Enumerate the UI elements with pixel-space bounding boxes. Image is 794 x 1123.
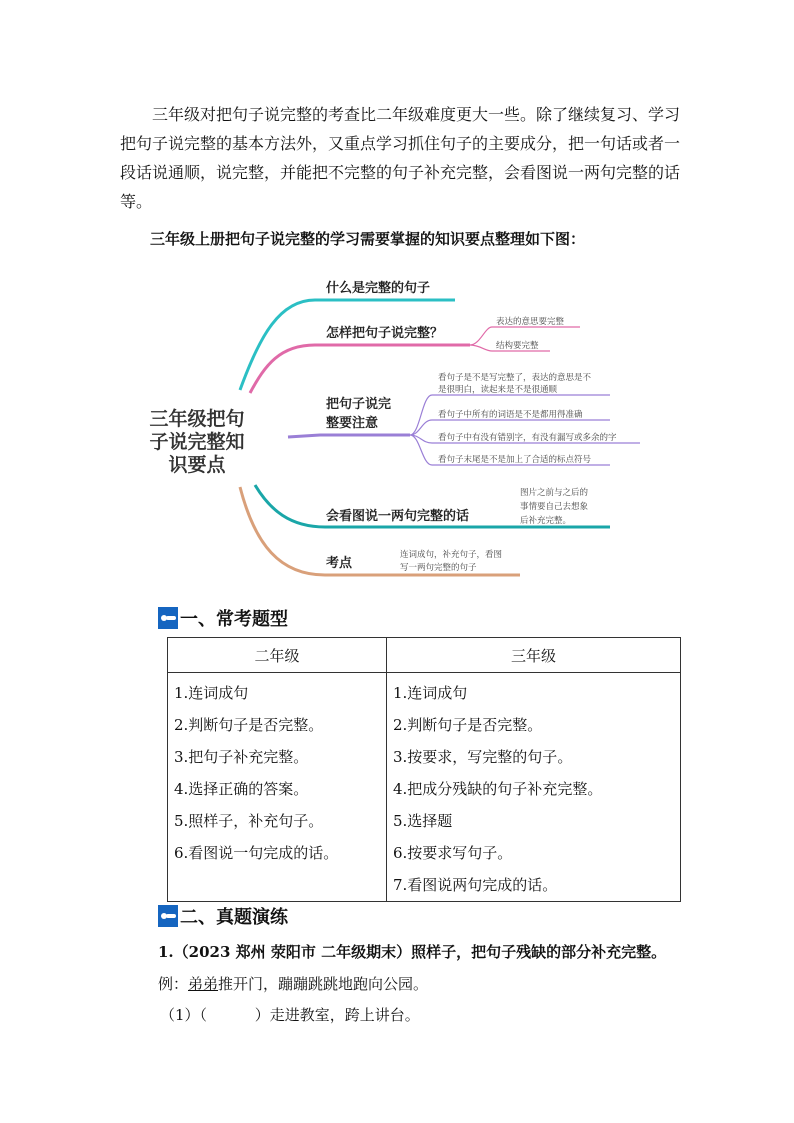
- mindmap-branch-5-line: [240, 487, 520, 575]
- list-item: 6.看图说一句完成的话。: [174, 844, 339, 862]
- mindmap-branch-2: 怎样把句子说完整？: [326, 326, 444, 341]
- section-1-heading: [158, 605, 288, 631]
- list-item: 4.选择正确的答案。: [174, 780, 309, 798]
- mindmap-branch-3-sub-1-line-1: 看句子是不是写完整了，表达的意思是不: [438, 373, 592, 383]
- mindmap-center-line-2: 子说完整知: [149, 431, 245, 453]
- section-2-heading: [158, 903, 288, 929]
- mindmap-branch-3-line: [288, 435, 410, 437]
- mindmap-center-line-3: 识要点: [168, 454, 226, 476]
- list-item: 2.判断句子是否完整。: [174, 716, 324, 734]
- mindmap-branch-3-sub-4: 看句子末尾是不是加上了合适的标点符号: [438, 455, 592, 465]
- mindmap-branch-5-note-line-1: 连词成句，补充句子，看图: [400, 550, 503, 560]
- table-header-grade2: 二年级: [168, 638, 387, 673]
- list-item: 3.把句子补充完整。: [174, 748, 309, 766]
- section-marker-icon: [158, 607, 178, 629]
- section-marker-icon: [158, 905, 178, 927]
- section-1-title: 一、常考题型: [180, 609, 288, 630]
- table-cell-grade3: [387, 673, 681, 902]
- example-subject: 弟弟: [188, 975, 219, 993]
- list-item: 3.按要求，写完整的句子。: [393, 748, 573, 766]
- question-1-item-1[interactable]: （1）（ ）走进教室，跨上讲台。: [160, 1006, 420, 1024]
- intro-line-4: 等。: [120, 192, 153, 211]
- intro-line-1: 三年级对把句子说完整的考查比二年级难度更大一些。除了继续复习、学习: [152, 105, 681, 124]
- example-prefix: 例：: [158, 975, 189, 993]
- mindmap-branch-3-line-2: 整要注意: [326, 416, 379, 431]
- mindmap-branch-2-line: [250, 345, 470, 393]
- list-item: 2.判断句子是否完整。: [393, 716, 543, 734]
- list-item: 7.看图说两句完成的话。: [393, 876, 558, 894]
- table-cell-grade2: [168, 673, 387, 902]
- list-item: 1.连词成句: [393, 684, 468, 702]
- mindmap-branch-2-sub-2: 结构要完整: [496, 341, 539, 351]
- section-2-title: 二、真题演练: [180, 907, 288, 928]
- intro-line-3: 段话说通顺，说完整，并能把不完整的句子补充完整，会看图说一两句完整的话: [120, 163, 681, 182]
- question-type-table: [167, 637, 681, 902]
- mindmap: [140, 265, 680, 585]
- list-item: 5.选择题: [393, 812, 453, 830]
- mindmap-branch-4-note-line-2: 事情要自己去想象: [520, 502, 589, 512]
- mindmap-branch-4-note-line-3: 后补充完整。: [520, 516, 572, 526]
- mindmap-branch-5-note-line-2: 写一两句完整的句子: [400, 563, 477, 573]
- intro-line-2: 把句子说完整的基本方法外，又重点学习抓住句子的主要成分，把一句话或者一: [120, 134, 681, 153]
- mindmap-branch-1: 什么是完整的句子: [326, 281, 431, 296]
- mindmap-branch-3-line-1: 把句子说完: [326, 397, 392, 412]
- example-rest: 推开门，蹦蹦跳跳地跑向公园。: [218, 975, 429, 993]
- list-item: 1.连词成句: [174, 684, 249, 702]
- mindmap-branch-2-sub-1: 表达的意思要完整: [496, 317, 565, 327]
- mindmap-branch-5: 考点: [326, 556, 353, 571]
- mindmap-branch-4-note-line-1: 图片之前与之后的: [520, 488, 589, 498]
- mindmap-branch-3-sub-3: 看句子中有没有错别字，有没有漏写或多余的字: [438, 433, 617, 443]
- mindmap-branch-4: 会看图说一两句完整的话: [326, 509, 470, 524]
- list-item: 6.按要求写句子。: [393, 844, 513, 862]
- intro-paragraph: [120, 100, 680, 216]
- list-item: 4.把成分残缺的句子补充完整。: [393, 780, 603, 798]
- mindmap-branch-3-sub-2: 看句子中所有的词语是不是都用得准确: [438, 410, 583, 420]
- list-item: 5.照样子，补充句子。: [174, 812, 324, 830]
- mindmap-branch-3-sub-1-line-2: 是很明白，读起来是不是很通顺: [438, 385, 558, 395]
- question-1-example: [158, 973, 428, 994]
- intro-summary: 三年级上册把句子说完整的学习需要掌握的知识要点整理如下图：: [150, 230, 586, 248]
- table-header-row: [168, 638, 681, 673]
- table-header-grade3: 三年级: [387, 638, 681, 673]
- mindmap-center-line-1: 三年级把句: [149, 408, 245, 430]
- table-row: [168, 673, 681, 902]
- question-1-prompt: 1.（2023 郑州 荥阳市 二年级期末）照样子，把句子残缺的部分补充完整。: [158, 943, 667, 961]
